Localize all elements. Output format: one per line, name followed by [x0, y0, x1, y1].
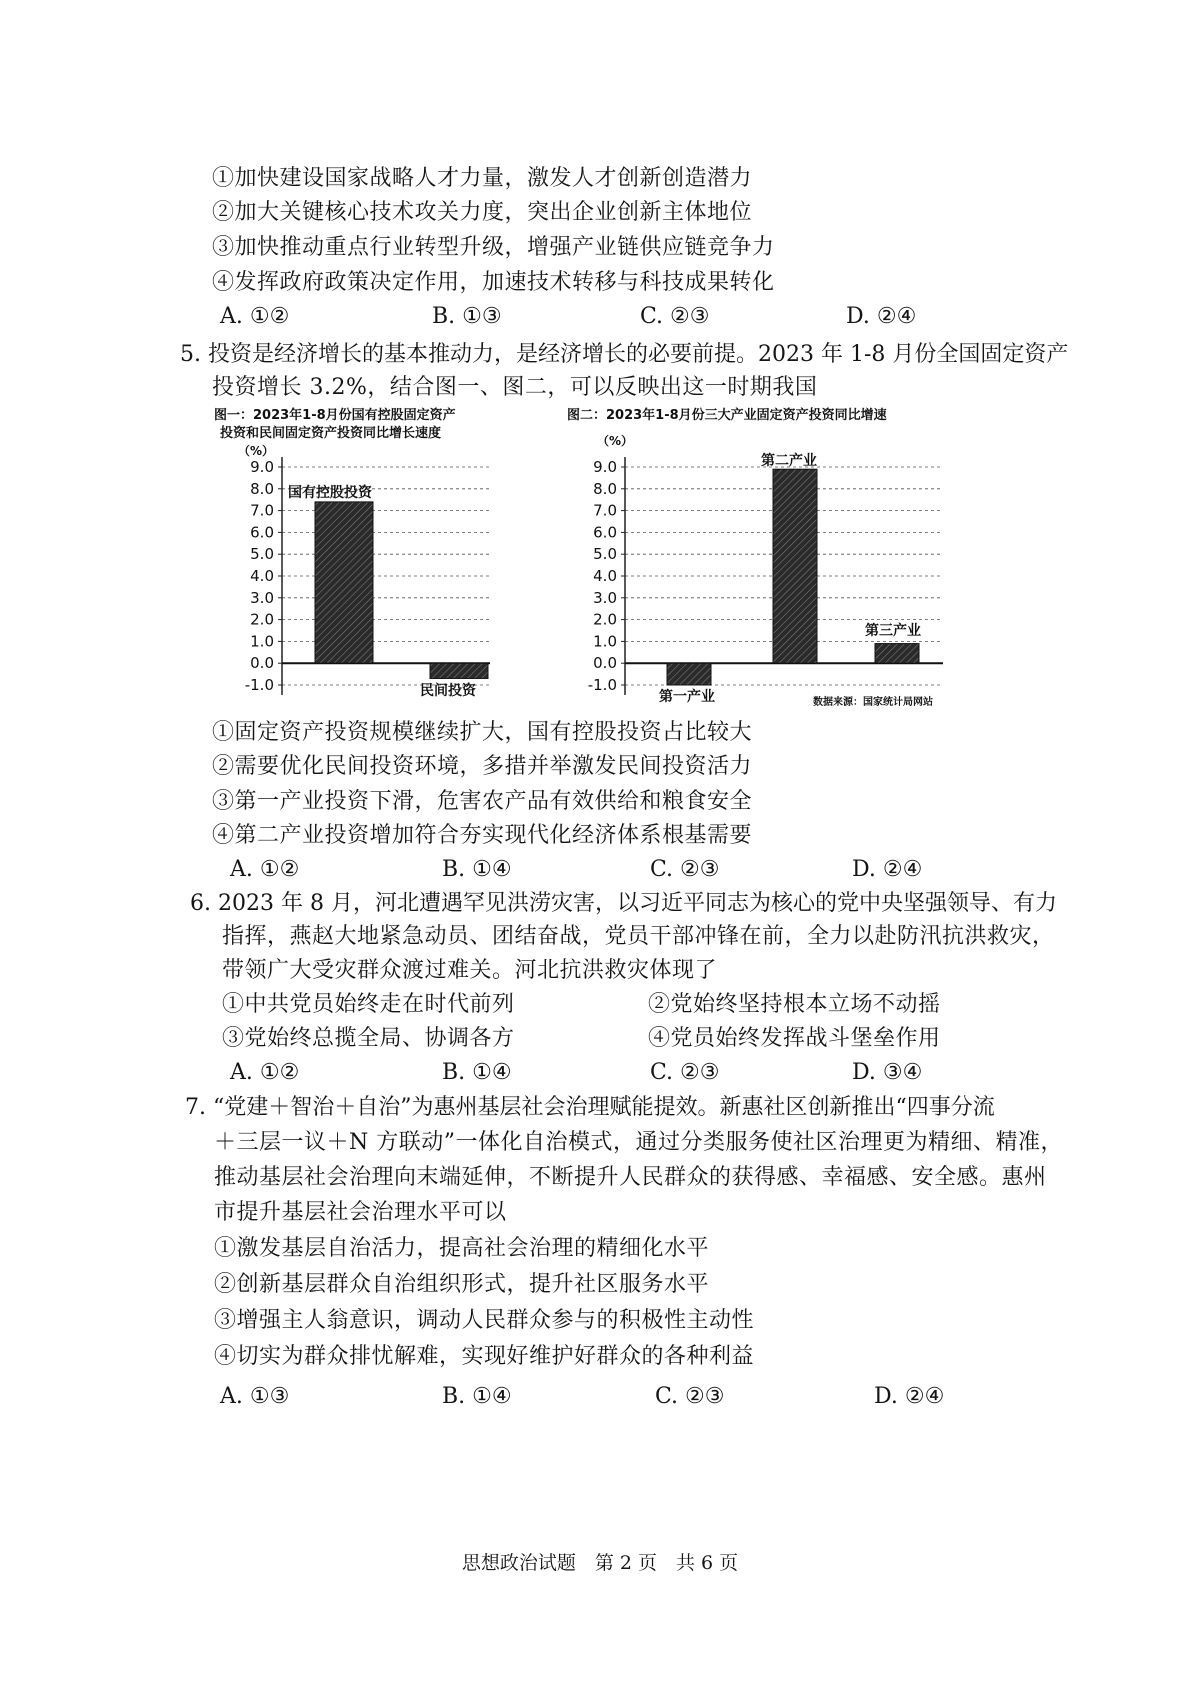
bar-1	[315, 502, 373, 663]
chart-state-private-investment	[210, 405, 540, 715]
y-tick-label: -1.0	[587, 676, 617, 694]
y-tick-label: -1.0	[244, 676, 274, 694]
q7-stem-line4: 市提升基层社会治理水平可以	[214, 1200, 507, 1225]
q4-item-2: ②加大关键核心技术攻关力度，突出企业创新主体地位	[212, 200, 753, 225]
q7-item-4: ④切实为群众排忧解难，实现好维护好群众的各种利益	[214, 1344, 755, 1369]
q7-item-1: ①激发基层自治活力，提高社会治理的精细化水平	[214, 1236, 710, 1261]
data-source-note: 数据来源：国家统计局网站	[813, 697, 933, 708]
bar-category-label: 第一产业	[659, 689, 715, 705]
q7-option-c: C. ②③	[655, 1384, 725, 1409]
y-tick-label: 5.0	[250, 545, 274, 564]
page-footer: 思想政治试题 第 2 页 共 6 页	[461, 1552, 739, 1574]
q5-stem-line1: 5. 投资是经济增长的基本推动力，是经济增长的必要前提。2023 年 1-8 月份全国固定资产	[180, 342, 1069, 367]
bar-1	[667, 663, 711, 685]
y-tick-label: 7.0	[593, 501, 617, 520]
q5-item-1: ①固定资产投资规模继续扩大，国有控股投资占比较大	[212, 720, 753, 745]
q7-stem-line1: 7. “党建＋智治＋自治”为惠州基层社会治理赋能提效。新惠社区创新推出“四事分流	[185, 1095, 995, 1120]
y-tick-label: 6.0	[250, 523, 274, 542]
y-tick-label: 5.0	[593, 545, 617, 564]
q7-stem-line2: ＋三层一议＋N 方联动”一体化自治模式，通过分类服务使社区治理更为精细、精准，	[214, 1130, 1063, 1155]
q6-stem-line3: 带领广大受灾群众渡过难关。河北抗洪救灾体现了	[222, 958, 718, 983]
q6-stem-line1: 6. 2023 年 8 月，河北遭遇罕见洪涝灾害，以习近平同志为核心的党中央坚强领导、有力	[190, 891, 1057, 916]
y-tick-label: 8.0	[250, 479, 274, 498]
y-tick-label: 3.0	[593, 588, 617, 607]
q7-option-a: A. ①③	[220, 1384, 290, 1409]
q7-option-b: B. ①④	[442, 1384, 512, 1409]
q7-option-d: D. ②④	[874, 1384, 945, 1409]
y-tick-label: 8.0	[593, 479, 617, 498]
q6-option-c: C. ②③	[650, 1060, 720, 1085]
chart-title-line: 图二：2023年1-8月份三大产业固定资产投资同比增速	[567, 408, 887, 423]
q4-item-4: ④发挥政府政策决定作用，加速技术转移与科技成果转化	[212, 270, 775, 295]
q6-item-3: ③党始终总揽全局、协调各方	[222, 1026, 515, 1051]
bar-3	[875, 644, 919, 664]
q6-item-4: ④党员始终发挥战斗堡垒作用	[648, 1026, 941, 1051]
q5-option-d: D. ②④	[852, 857, 923, 882]
q5-stem-line2: 投资增长 3.2%，结合图一、图二，可以反映出这一时期我国	[212, 375, 818, 400]
bar-category-label: 第三产业	[865, 623, 921, 639]
q6-item-2: ②党始终坚持根本立场不动摇	[648, 992, 941, 1017]
chart-three-industries-investment	[563, 405, 963, 715]
chart-title-line: 图一：2023年1-8月份国有控股固定资产	[214, 408, 456, 423]
q6-option-b: B. ①④	[442, 1060, 512, 1085]
q4-item-1: ①加快建设国家战略人才力量，激发人才创新创造潜力	[212, 166, 753, 191]
y-tick-label: 7.0	[250, 501, 274, 520]
bar-2	[773, 469, 817, 663]
q4-option-b: B. ①③	[432, 304, 502, 329]
q6-stem-line2: 指挥，燕赵大地紧急动员、团结奋战，党员干部冲锋在前，全力以赴防汛抗洪救灾，	[222, 924, 1055, 949]
q5-item-4: ④第二产业投资增加符合夯实现代化经济体系根基需要	[212, 823, 753, 848]
q6-item-1: ①中共党员始终走在时代前列	[222, 992, 515, 1017]
bar-2	[430, 663, 488, 678]
y-tick-label: 2.0	[593, 610, 617, 629]
y-axis-unit-label: （%）	[238, 444, 275, 458]
q4-option-d: D. ②④	[846, 304, 917, 329]
y-axis-unit-label: （%）	[597, 434, 634, 448]
q4-option-c: C. ②③	[640, 304, 710, 329]
y-tick-label: 1.0	[593, 632, 617, 651]
q5-option-b: B. ①④	[442, 857, 512, 882]
y-tick-label: 3.0	[250, 588, 274, 607]
q5-option-c: C. ②③	[650, 857, 720, 882]
q7-item-3: ③增强主人翁意识，调动人民群众参与的积极性主动性	[214, 1308, 755, 1333]
q5-option-a: A. ①②	[230, 857, 300, 882]
q6-option-d: D. ③④	[852, 1060, 923, 1085]
chart-title-line: 投资和民间固定资产投资同比增长速度	[220, 426, 442, 441]
y-tick-label: 2.0	[250, 610, 274, 629]
bar-category-label: 国有控股投资	[288, 485, 372, 501]
q5-item-3: ③第一产业投资下滑，危害农产品有效供给和粮食安全	[212, 789, 753, 814]
bar-category-label: 第二产业	[761, 453, 817, 469]
y-tick-label: 0.0	[593, 654, 617, 673]
y-tick-label: 9.0	[593, 458, 617, 476]
bar-category-label: 民间投资	[420, 683, 476, 699]
q4-item-3: ③加快推动重点行业转型升级，增强产业链供应链竞争力	[212, 235, 775, 260]
q6-option-a: A. ①②	[230, 1060, 300, 1085]
y-tick-label: 4.0	[593, 567, 617, 585]
q7-stem-line3: 推动基层社会治理向末端延伸，不断提升人民群众的获得感、幸福感、安全感。惠州	[214, 1165, 1047, 1190]
q5-item-2: ②需要优化民间投资环境，多措并举激发民间投资活力	[212, 754, 753, 779]
y-tick-label: 0.0	[250, 654, 274, 673]
q7-item-2: ②创新基层群众自治组织形式，提升社区服务水平	[214, 1272, 710, 1297]
y-tick-label: 6.0	[593, 523, 617, 542]
y-tick-label: 1.0	[250, 632, 274, 651]
q4-option-a: A. ①②	[220, 304, 290, 329]
y-tick-label: 9.0	[250, 458, 274, 476]
y-tick-label: 4.0	[250, 567, 274, 585]
